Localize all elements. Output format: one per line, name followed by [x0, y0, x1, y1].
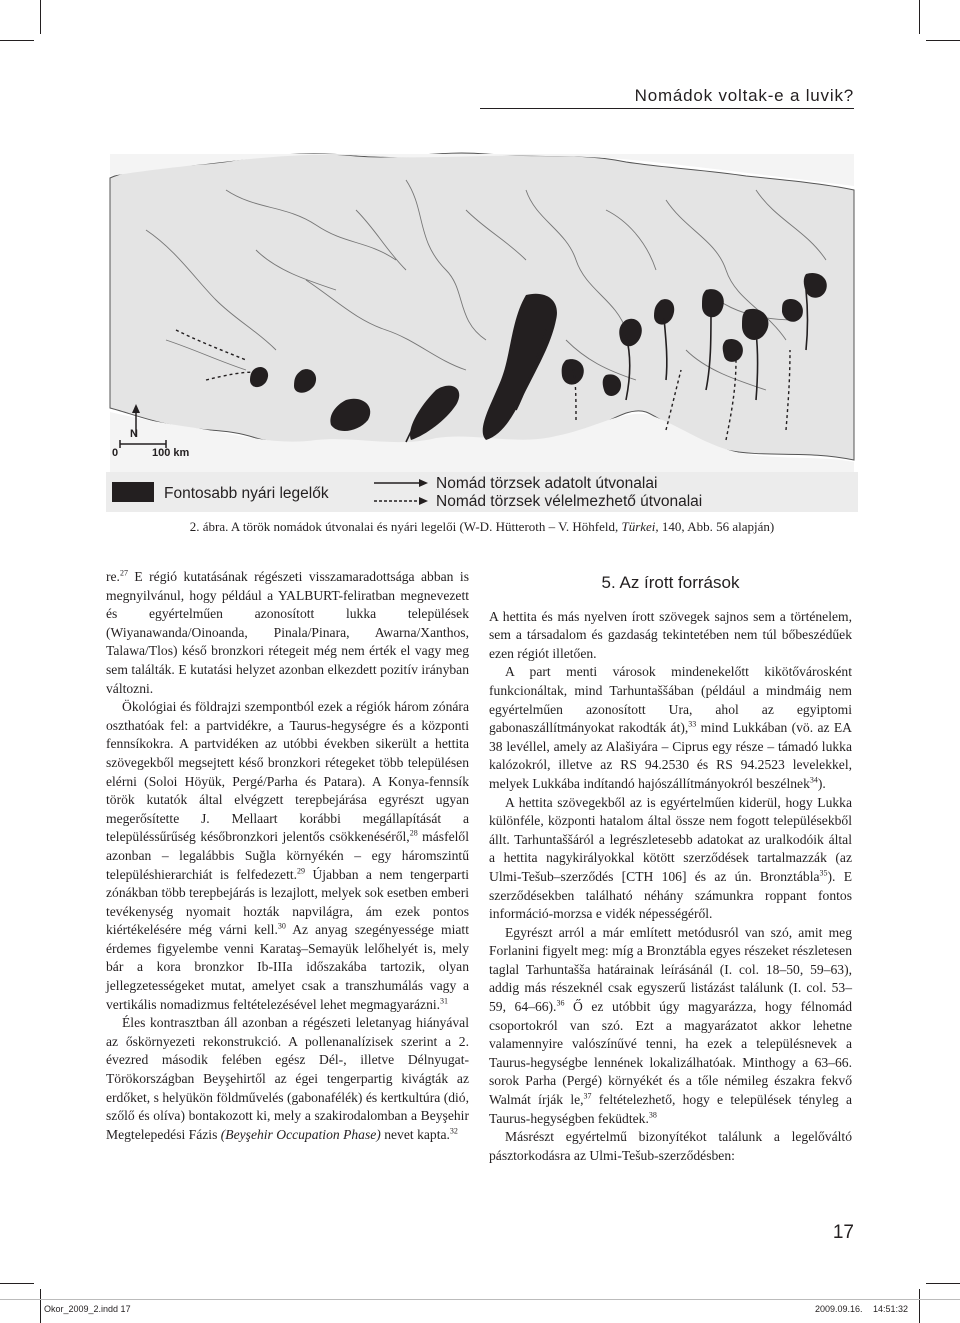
caption-title: Türkei, [621, 519, 659, 534]
crop-mark [926, 40, 960, 41]
scale-zero-label: 0 [112, 447, 119, 459]
footnote-ref: 29 [297, 865, 306, 875]
right-paragraph-2 [489, 663, 852, 793]
text-run: Ő ez utóbbit úgy magyarázza, hogy félnomád csoportokról van szó. Ezt a magyarázatot akkor lehetne valamennyire valószínűvé tenni, ha ezek a településnevek a Taurus-hegységbe lennének lokalizálhatóak. Minthogy a 63–66. sorok Parha (Pergé) környékét és a tőle némileg északra fekvő Walmát írják le, [489, 999, 852, 1108]
legend-pasture-label: Fontosabb nyári legelők [164, 485, 329, 502]
footnote-ref: 35 [819, 868, 828, 878]
text-run: feltételezhető, hogy e települések tényleg a Taurus-hegységben feküdtek. [489, 1092, 853, 1126]
crop-mark [0, 1283, 34, 1284]
slug-time: 14:51:32 [873, 1304, 909, 1314]
text-run: mind Lukkában (vö. az EA 38 levéllel, amely az Alašiyára – Ciprus egy része – támadó lukka kalózokról, illetve az RS 94.2530 és RS 94.2523 levelekkel, melyek Lukkába indítandó hajószállítmányokról beszélnek [489, 720, 852, 791]
caption-end: 140, Abb. 56 alapján) [658, 519, 775, 534]
text-run: másfelől azonban – legalábbis Suğla környékén – egy háromszintű településhierarchiát is felfedezett. [106, 829, 469, 882]
left-paragraph-3 [106, 1014, 469, 1144]
text-run: ). [817, 775, 826, 791]
footnote-ref: 33 [688, 719, 697, 729]
footnote-ref: 38 [648, 1110, 657, 1120]
footnote-ref: 30 [277, 921, 286, 931]
right-paragraph-1: A hettita és más nyelven írott szövegek sajnos sem a történelem, sem a társadalom és gazdaság tekintetében nem túl bőbeszédűek ezen régiót illetően. [489, 608, 852, 661]
text-run: Ökológiai és földrajzi szempontból ezek a régiók három zónára oszthatóak fel: a partvidékre, a Taurus-hegységre és a központi fennsíkokra. A partvidéken az utóbbi években sikerült a hettita szövegekből megsejtett késő bronzkori rétegeket több településen elérni (Soloi Höyük, Pergé/Parha és Patara). A Konya-fennsík török kutatók által elvégzett terepbejárása egyrészt ugyan megerősítette J. Mellaart korábbi megállapítását a településsűrűség későbronzkori jelentős csökkenéséről, [106, 699, 469, 845]
footnote-ref: 31 [440, 996, 449, 1006]
scale-100-label: 100 km [152, 447, 190, 459]
text-run: ). E szerződésekben található néhány számunkra roppant fontos információ-morzsa e vidék népességéről. [489, 868, 852, 922]
footnote-ref: 37 [583, 1091, 592, 1101]
left-paragraph-1 [106, 568, 469, 698]
right-column [489, 568, 852, 1165]
caption-main: 2. ábra. A török nomádok útvonalai és nyári legelői (W-D. Hütteroth – V. Höhfeld, [189, 519, 622, 534]
right-paragraph-5: Másrészt egyértelmű bizonyítékot találunk a legelőváltó pásztorkodásra az Ulmi-Tešub-szerződésben: [489, 1129, 852, 1163]
slug-file: Okor_2009_2.indd 17 [44, 1304, 131, 1314]
legend-pasture-swatch [112, 482, 154, 502]
footnote-ref: 34 [809, 775, 818, 785]
text-run: Az anyag szegényessége miatt érdemes figyelembe venni Karataş–Semayük lelőhelyét is, mely bár a kora bronzkor Ib-IIIa időszakába tartozik, olyan jellegzetességeket mutat, amelyet csak a transzhumálás vagy a vertikális nomadizmus feltételezésével lehet megmagyarázni. [106, 922, 469, 1012]
crop-mark [0, 40, 34, 41]
land-outline [110, 153, 854, 460]
legend-documented-label: Nomád törzsek adatolt útvonalai [436, 475, 658, 492]
text-run: E régió kutatásának régészeti visszamaradottsága abban is megnyilvánul, hogy például a YALBURT-feliratban megnevezett és egyértelműen azonosított lukka települések (Wiyanawanda/Oinoanda, Pinala/Pinara, Awarna/Xanthos, Talawa/Tlos) késő bronzkori rétegeit még nem érték el vagy meg sem találták. E kutatási helyzet azonban elkezdett pozitív irányban változni. [106, 569, 469, 696]
running-title: Nomádok voltak-e a luvik? [634, 86, 854, 105]
page-number: 17 [832, 1222, 854, 1243]
footnote-ref: 27 [119, 568, 128, 578]
legend-presumed-label: Nomád törzsek vélelmezhető útvonalai [436, 493, 703, 510]
figure-caption [106, 519, 858, 535]
slug-rule [0, 1299, 960, 1300]
text-run: Éles kontrasztban áll azonban a régészeti leletanyag hiányával az őskörnyezeti rekonstrukció. A pollenanalízisek szerint a 2. évezred második felében egész Dél-, illetve Délnyugat-Törökországban Beyşehirtől az égei tengerpartig kivágták az erdőket, s helyükön földművelés (gabonafélék) és kertkultúra (dió, szőlő és olíva) bontakozott ki, mely a szakirodalomban a Beyşehir Megtelepedési Fázis [106, 1015, 469, 1142]
north-label: N [130, 428, 138, 440]
text-run-italic: (Beyşehir Occupation Phase) [220, 1126, 381, 1142]
map-svg [106, 150, 858, 512]
crop-mark [40, 0, 41, 34]
right-paragraph-3 [489, 794, 852, 924]
crop-mark [926, 1283, 960, 1284]
header-rule [480, 108, 854, 109]
left-column [106, 568, 469, 1144]
slug-date: 2009.09.16. [815, 1304, 863, 1314]
right-paragraph-4 [489, 924, 852, 1129]
text-run: Újabban a nem tengerparti zónákban több terepbejárás is lezajlott, melyek sok esetben emberi tevékenység nyomait hozták napvilágra, ám ezek pontos kiértékelésére még várni kell. [106, 866, 469, 938]
text-run: Egyrészt arról a már említett metódusról van szó, amit meg Forlanini figyelt meg: míg a Bronztábla egyes részeket részletesen taglal Tarhuntašša határainak leírásánál (I. col. 18–50, 59–63), addig más részeknél csak egyszerű listázást találunk (I. col. 53–59, 64–66). [489, 924, 852, 1015]
print-slug [0, 1299, 960, 1323]
text-run: nevet kapta. [380, 1126, 450, 1142]
text-run: A hettita szövegekből az is egyértelműen kiderül, hogy Lukka különféle, központi hatalom által össze nem fogott településekből állt. Tarhuntaššáról a legrészletesebb adatokat az uralkodóik által a hettita nagykirályokkal kötött szerződések tartalmazzák (az Ulmi-Tešub–szerződés [CTH 106] és az ún. Bronztábla [489, 794, 852, 884]
crop-mark [919, 0, 920, 34]
footnote-ref: 32 [449, 1126, 458, 1136]
section-title: 5. Az írott források [601, 573, 740, 592]
left-paragraph-2 [106, 698, 469, 1014]
nomad-routes-map [106, 150, 858, 512]
text-run: A part menti városok mindenekelőtt kikötővárosként funkcionáltak, mind Tarhuntaššában (például a mindmáig nem egyértelműen azonosított Ura, ahol az egyiptomi gabonaszállítmányokat rakodták át), [489, 664, 852, 736]
text-run: re. [106, 569, 120, 584]
footnote-ref: 28 [409, 828, 418, 838]
footnote-ref: 36 [556, 998, 565, 1008]
